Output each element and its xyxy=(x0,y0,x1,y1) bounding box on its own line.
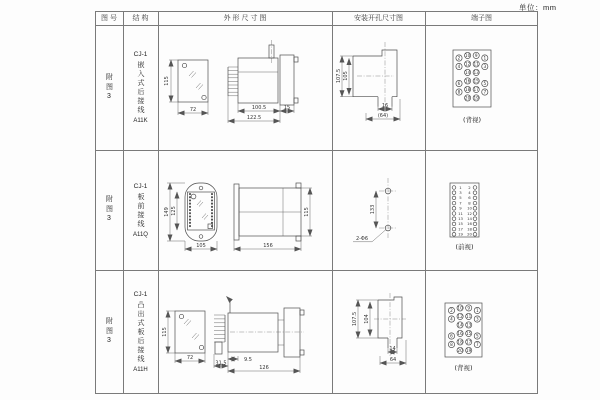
model-text: CJ-1 xyxy=(133,291,148,298)
svg-text:10: 10 xyxy=(467,205,472,211)
dim-label: 126 xyxy=(259,365,269,371)
svg-text:18: 18 xyxy=(464,86,471,92)
code-text: A11K xyxy=(133,118,148,124)
svg-text:12: 12 xyxy=(457,313,463,319)
view-label: (前视) xyxy=(455,243,474,251)
structure-cell-row2 xyxy=(123,150,158,270)
dim-label: 105 xyxy=(343,71,350,81)
terminal-grid xyxy=(456,52,488,101)
svg-text:5: 5 xyxy=(459,195,462,201)
svg-text:17: 17 xyxy=(473,86,479,92)
dim-label: 72 xyxy=(189,107,197,113)
svg-text:1: 1 xyxy=(459,184,462,190)
svg-text:18: 18 xyxy=(467,226,472,232)
fig-no-cell-row2 xyxy=(95,150,123,270)
svg-text:6: 6 xyxy=(457,81,461,86)
dim-label: 105 xyxy=(196,243,206,249)
dim-label: 15 xyxy=(283,105,291,111)
mounting-diagram-a11q xyxy=(332,150,425,270)
svg-text:1: 1 xyxy=(483,55,487,61)
unit-label: 单位：mm xyxy=(519,3,557,12)
structure-desc-text: 凸出式板后接线 xyxy=(137,301,144,364)
view-label: (背视) xyxy=(462,116,482,124)
fig-no-text: 附图3 xyxy=(105,317,113,347)
terminal-grid xyxy=(448,305,480,354)
svg-text:11: 11 xyxy=(466,313,472,319)
terminal-diagram-a11h xyxy=(425,270,538,395)
svg-text:8: 8 xyxy=(450,342,453,347)
svg-text:17: 17 xyxy=(466,339,472,345)
dim-label: 72 xyxy=(186,355,194,361)
dim-label: 104 xyxy=(364,314,370,324)
svg-text:20: 20 xyxy=(457,347,463,353)
dim-label: 125 xyxy=(171,206,178,216)
view-label: (背视) xyxy=(454,364,473,372)
header-terminal: 端子图 xyxy=(471,15,492,22)
svg-text:6: 6 xyxy=(468,195,471,201)
dim-label: 100.5 xyxy=(251,105,267,111)
dim-label: 122.5 xyxy=(246,115,262,121)
svg-text:13: 13 xyxy=(473,69,479,75)
svg-text:14: 14 xyxy=(464,69,471,75)
svg-text:16: 16 xyxy=(457,330,463,336)
svg-text:5: 5 xyxy=(475,333,479,339)
outline-diagram-a11q xyxy=(158,150,332,270)
svg-text:7: 7 xyxy=(483,89,487,95)
dim-label: 133 xyxy=(370,204,376,215)
structure-desc-text: 嵌入式后接线 xyxy=(137,61,144,115)
terminal-diagram-a11k xyxy=(425,25,538,150)
code-text: A11Q xyxy=(133,231,148,238)
svg-text:10: 10 xyxy=(464,52,471,58)
code-text: A11H xyxy=(133,367,148,373)
dim-label: 115 xyxy=(162,327,168,337)
svg-text:19: 19 xyxy=(466,347,472,353)
dim-label: 149 xyxy=(164,207,170,217)
terminal-diagram-a11q xyxy=(425,150,538,270)
svg-text:20: 20 xyxy=(464,95,471,101)
header-outline: 外 形 尺 寸 图 xyxy=(223,15,267,22)
svg-text:4: 4 xyxy=(468,190,471,195)
dim-label: 2-Φ6 xyxy=(355,236,369,242)
svg-text:9: 9 xyxy=(467,305,471,311)
svg-text:7: 7 xyxy=(475,342,479,347)
fig-no-text: 附图3 xyxy=(105,72,113,103)
dim-label: 16 xyxy=(381,103,389,109)
dim-label: 156 xyxy=(263,243,273,249)
svg-text:8: 8 xyxy=(457,89,461,95)
svg-text:10: 10 xyxy=(457,305,463,311)
svg-text:11: 11 xyxy=(473,61,479,67)
svg-text:15: 15 xyxy=(466,330,472,336)
svg-text:18: 18 xyxy=(457,339,463,345)
fig-no-cell-row3 xyxy=(95,270,123,394)
structure-cell-row1 xyxy=(123,25,158,150)
structure-desc-text: 板前接线 xyxy=(137,192,144,229)
svg-text:9: 9 xyxy=(474,52,478,58)
svg-text:13: 13 xyxy=(466,322,472,328)
mounting-diagram-a11h xyxy=(332,270,425,395)
svg-text:2: 2 xyxy=(468,184,471,190)
svg-text:4: 4 xyxy=(457,64,461,69)
svg-text:9: 9 xyxy=(459,205,462,211)
header-fig-no: 图 号 xyxy=(101,15,117,22)
svg-text:1: 1 xyxy=(475,308,479,313)
structure-cell-row3 xyxy=(123,270,158,394)
model-text: CJ-1 xyxy=(133,51,148,58)
svg-text:14: 14 xyxy=(467,216,472,221)
fig-no-cell-row1 xyxy=(95,25,123,150)
svg-text:12: 12 xyxy=(464,61,471,67)
svg-text:11: 11 xyxy=(458,210,463,216)
svg-text:3: 3 xyxy=(459,190,462,195)
svg-text:3: 3 xyxy=(475,316,479,322)
mounting-diagram-a11k xyxy=(332,25,425,150)
svg-text:5: 5 xyxy=(483,81,487,86)
svg-text:16: 16 xyxy=(464,78,471,84)
svg-text:15: 15 xyxy=(458,221,463,227)
svg-text:17: 17 xyxy=(458,226,463,232)
svg-text:3: 3 xyxy=(483,64,487,69)
svg-text:19: 19 xyxy=(473,95,479,101)
svg-text:16: 16 xyxy=(467,221,472,227)
model-text: CJ-1 xyxy=(133,182,148,190)
svg-text:2: 2 xyxy=(450,308,453,313)
dim-label: 115 xyxy=(304,207,310,217)
svg-text:12: 12 xyxy=(467,210,472,216)
header-mounting: 安装开孔尺寸图 xyxy=(354,15,403,22)
svg-text:13: 13 xyxy=(458,216,463,221)
svg-text:2: 2 xyxy=(457,55,461,61)
outline-diagram-a11h xyxy=(158,270,332,395)
svg-text:19: 19 xyxy=(458,231,463,237)
dim-label: 64 xyxy=(389,357,397,363)
dim-label: 31.5 xyxy=(215,360,227,367)
dim-label: 14 xyxy=(389,346,396,352)
svg-text:14: 14 xyxy=(457,322,463,328)
outline-diagram-a11k xyxy=(158,25,332,150)
dim-label: 107.5 xyxy=(336,68,342,84)
svg-text:7: 7 xyxy=(459,200,462,206)
fig-no-text: 附图3 xyxy=(105,195,113,225)
svg-text:15: 15 xyxy=(473,78,479,84)
svg-text:4: 4 xyxy=(450,316,453,322)
dim-label: 107.5 xyxy=(352,311,358,327)
dim-label: 115 xyxy=(164,76,170,86)
svg-text:20: 20 xyxy=(467,231,472,237)
dim-label: (64) xyxy=(377,113,389,119)
dim-label: 9.5 xyxy=(244,357,252,363)
svg-text:8: 8 xyxy=(468,200,471,206)
svg-text:6: 6 xyxy=(450,333,453,339)
header-structure: 结 构 xyxy=(132,15,149,22)
terminal-grid xyxy=(452,185,477,237)
